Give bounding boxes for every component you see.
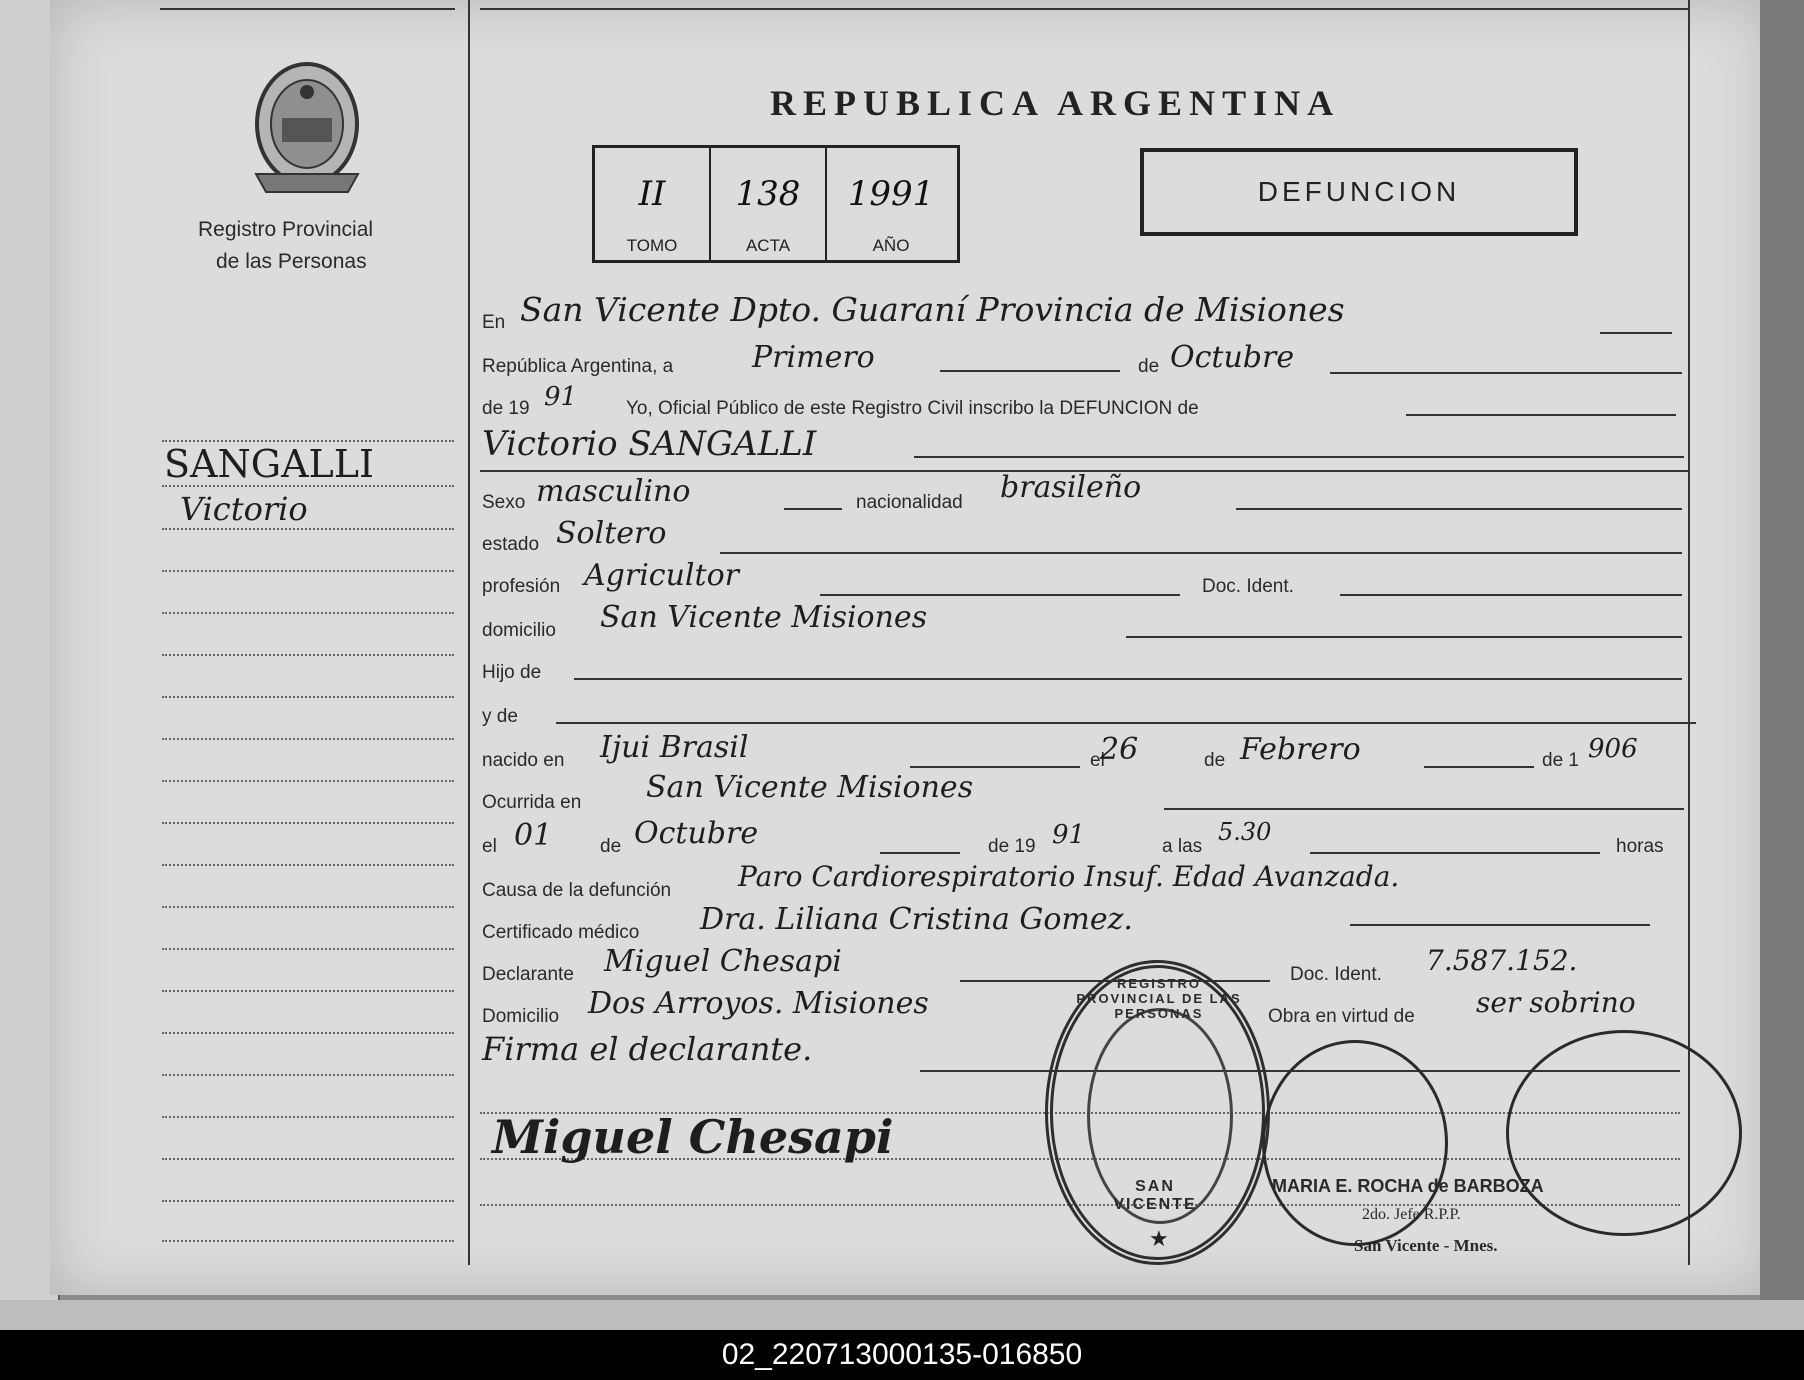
- domicilio2-label: Domicilio: [482, 1006, 560, 1027]
- doc-ident2-label: Doc. Ident.: [1290, 964, 1382, 985]
- declarante-label: Declarante: [482, 964, 574, 985]
- certificado-value: Dra. Liliana Cristina Gomez.: [700, 902, 1133, 937]
- nacido-label: nacido en: [482, 750, 565, 771]
- y-de-label: y de: [482, 706, 518, 727]
- index-line: [162, 990, 454, 992]
- index-line: [162, 948, 454, 950]
- en-label: En: [482, 312, 506, 333]
- book-edge: [1760, 0, 1804, 1300]
- de-label: de: [1138, 356, 1160, 377]
- sexo-value: masculino: [536, 474, 691, 509]
- index-line: [162, 1032, 454, 1034]
- index-line: [162, 864, 454, 866]
- index-given-name: Victorio: [180, 490, 308, 528]
- index-line: [162, 1158, 454, 1160]
- officer-name: MARIA E. ROCHA de BARBOZA: [1272, 1176, 1544, 1196]
- star-icon: ★: [1149, 1226, 1169, 1251]
- year-value: 91: [544, 382, 578, 412]
- fill-line: [914, 456, 1684, 458]
- fill-line: [820, 594, 1180, 596]
- deceased-name-value: Victorio SANGALLI: [482, 424, 817, 464]
- ano-label: AÑO: [872, 236, 910, 255]
- obra-value: ser sobrino: [1476, 986, 1636, 1019]
- fill-line: [1236, 508, 1682, 510]
- fill-line: [1600, 332, 1672, 334]
- profesion-value: Agricultor: [584, 558, 739, 593]
- official-stamp: [1045, 960, 1270, 1265]
- oc-year-value: 91: [1052, 820, 1086, 850]
- fill-line: [574, 678, 1682, 680]
- fill-line: [880, 852, 960, 854]
- fill-line: [1424, 766, 1534, 768]
- fill-line: [556, 722, 1696, 724]
- index-line: [162, 528, 454, 530]
- nac-day-value: 26: [1100, 732, 1139, 767]
- oc-el-label: el: [482, 836, 497, 857]
- causa-label: Causa de la defunción: [482, 880, 672, 901]
- causa-value: Paro Cardiorespiratorio Insuf. Edad Avanzada.: [738, 860, 1400, 893]
- stamp-text-top: REGISTRO PROVINCIAL DE LAS PERSONAS: [1076, 976, 1242, 1021]
- image-id-bar: 02_220713000135-016850: [0, 1330, 1804, 1380]
- inscription-text: Yo, Oficial Público de este Registro Civil inscribo la DEFUNCION de: [626, 398, 1199, 419]
- fill-line: [1126, 636, 1682, 638]
- index-line: [162, 612, 454, 614]
- fill-line: [784, 508, 842, 510]
- nac-de-label: de: [1204, 750, 1226, 771]
- fill-line: [1406, 414, 1676, 416]
- domicilio-value: San Vicente Misiones: [600, 600, 928, 635]
- nac-year-prefix: de 1: [1542, 750, 1579, 771]
- nac-month-value: Febrero: [1240, 732, 1361, 767]
- ano-cell: [827, 148, 955, 260]
- officer-place: San Vicente - Mnes.: [1354, 1236, 1498, 1255]
- ocurrida-value: San Vicente Misiones: [646, 770, 974, 805]
- index-line: [162, 1240, 454, 1242]
- domicilio2-value: Dos Arroyos. Misiones: [588, 986, 929, 1021]
- fill-line: [1310, 852, 1600, 854]
- oc-day-value: 01: [514, 818, 553, 853]
- index-surname: SANGALLI: [164, 442, 375, 486]
- top-rule-right: [480, 8, 1688, 10]
- officer-title: 2do. Jefe R.P.P.: [1362, 1206, 1461, 1223]
- doc-ident-label: Doc. Ident.: [1202, 576, 1294, 597]
- acta-cell: [711, 148, 827, 260]
- hora-value: 5.30: [1218, 818, 1272, 846]
- hijo-label: Hijo de: [482, 662, 542, 683]
- index-line: [162, 1200, 454, 1202]
- nac-el-label: el: [1090, 750, 1105, 771]
- fill-line: [1330, 372, 1682, 374]
- obra-label: Obra en virtud de: [1268, 1006, 1415, 1027]
- tomo-cell: [595, 148, 711, 260]
- certificado-label: Certificado médico: [482, 922, 640, 943]
- fill-line: [720, 552, 1682, 554]
- estado-label: estado: [482, 534, 540, 555]
- index-line: [162, 1074, 454, 1076]
- nacionalidad-value: brasileño: [1000, 470, 1142, 505]
- ocurrida-label: Ocurrida en: [482, 792, 582, 813]
- oc-de-label: de: [600, 836, 622, 857]
- republica-label: República Argentina, a: [482, 356, 674, 377]
- sexo-label: Sexo: [482, 492, 526, 513]
- stamp-text-bottom: SAN VICENTE: [1113, 1178, 1197, 1213]
- nacido-value: Ijui Brasil: [600, 730, 749, 765]
- index-line: [162, 780, 454, 782]
- estado-value: Soltero: [556, 516, 667, 551]
- index-line: [162, 696, 454, 698]
- fill-line: [940, 370, 1120, 372]
- bottom-margin: [0, 1300, 1804, 1330]
- acta-label: ACTA: [745, 236, 791, 255]
- registry-name-line2: de las Personas: [216, 250, 367, 273]
- country-heading: REPUBLICA ARGENTINA: [770, 83, 1341, 123]
- oc-month-value: Octubre: [634, 816, 759, 851]
- horas-label: horas: [1616, 836, 1664, 857]
- declarante-value: Miguel Chesapi: [604, 944, 842, 979]
- panel-divider: [468, 0, 470, 1265]
- index-line: [162, 654, 454, 656]
- tomo-value: II: [638, 174, 666, 214]
- nac-year-value: 906: [1588, 734, 1638, 764]
- a-las-label: a las: [1162, 836, 1203, 857]
- domicilio-label: domicilio: [482, 620, 556, 641]
- fill-line: [1164, 808, 1684, 810]
- month-value: Octubre: [1170, 340, 1295, 375]
- nacionalidad-label: nacionalidad: [856, 492, 963, 513]
- fill-line: [1340, 594, 1682, 596]
- index-line: [162, 570, 454, 572]
- place-value: San Vicente Dpto. Guaraní Provincia de Misiones: [520, 290, 1345, 329]
- registry-reference-box: [592, 145, 960, 263]
- firma-note: Firma el declarante.: [482, 1030, 813, 1068]
- fill-line: [1350, 924, 1650, 926]
- ano-value: 1991: [847, 174, 935, 214]
- coat-of-arms-icon: [242, 52, 372, 200]
- profesion-label: profesión: [482, 576, 561, 597]
- tomo-label: TOMO: [626, 236, 678, 255]
- declarant-signature: Miguel Chesapi: [492, 1110, 894, 1164]
- top-rule-left: [160, 8, 455, 10]
- oc-year-prefix: de 19: [988, 836, 1036, 857]
- index-line: [162, 906, 454, 908]
- index-line: [162, 822, 454, 824]
- year-prefix-label: de 19: [482, 398, 530, 419]
- day-value: Primero: [752, 340, 875, 375]
- doc-ident2-value: 7.587.152.: [1426, 944, 1578, 977]
- index-line: [162, 1116, 454, 1118]
- registry-name-line1: Registro Provincial: [198, 218, 374, 241]
- index-line: [162, 738, 454, 740]
- acta-value: 138: [735, 174, 801, 214]
- record-type-box: DEFUNCION: [1140, 148, 1578, 236]
- fill-line: [910, 766, 1080, 768]
- signature-loop: [1506, 1030, 1742, 1236]
